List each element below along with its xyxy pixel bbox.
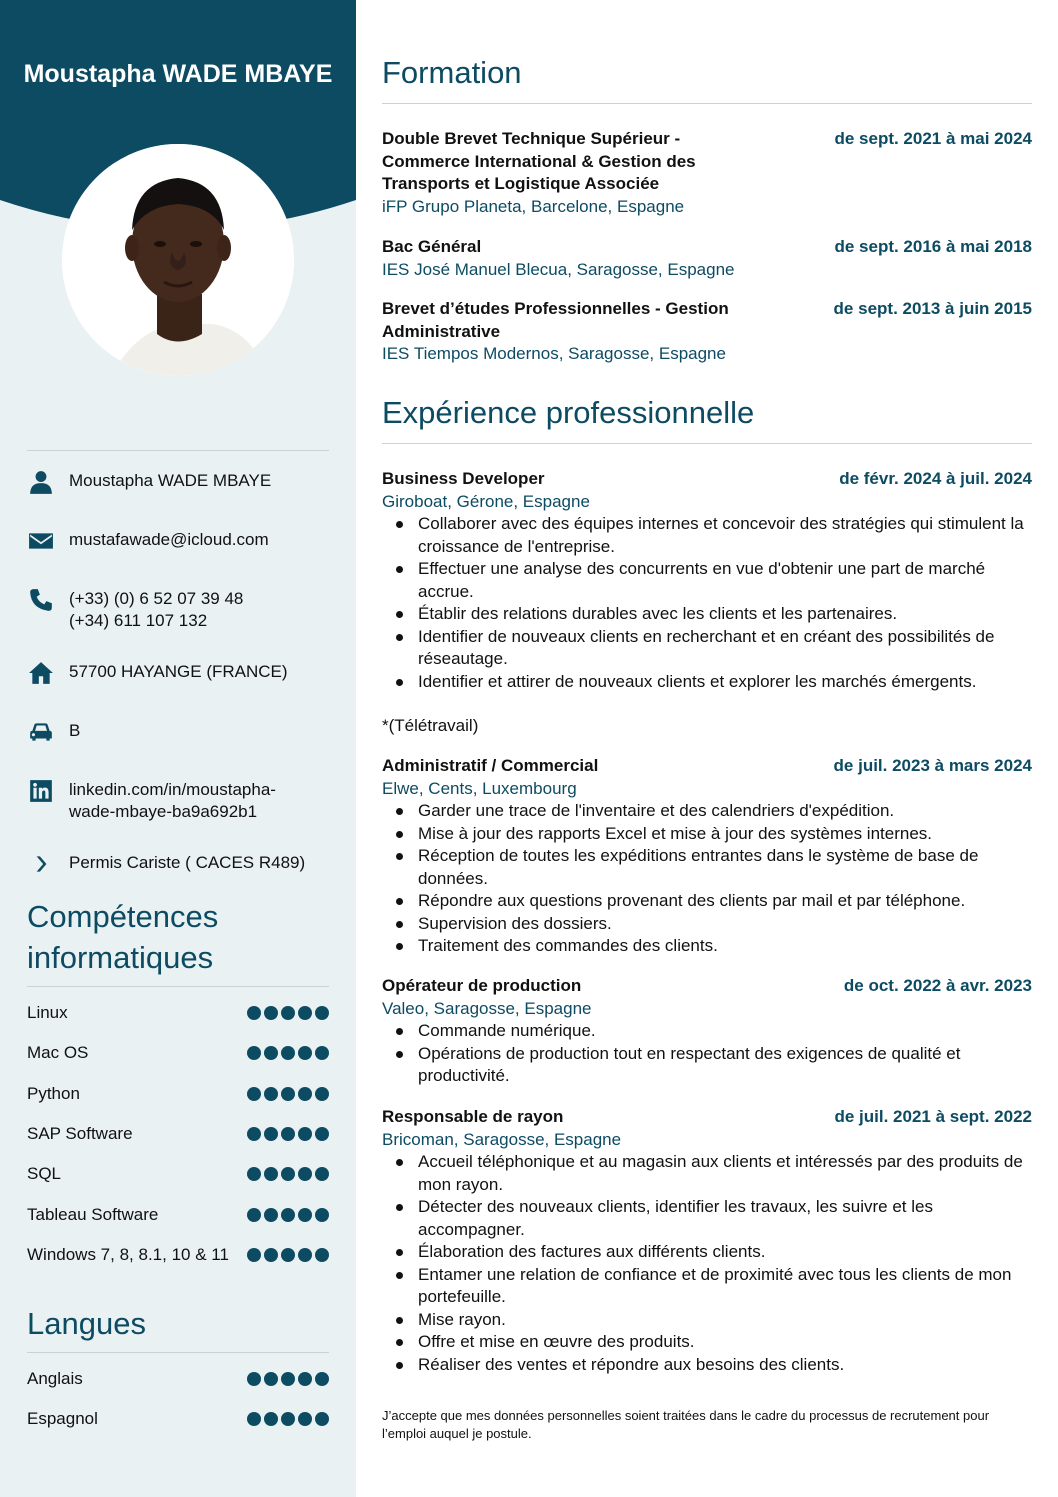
linkedin-icon [27,777,55,805]
skill-rating [247,1167,329,1181]
job-date: de juil. 2021 à sept. 2022 [834,1107,1032,1126]
skills-title [27,896,329,987]
rating-dot [281,1372,295,1386]
job-task: Réception de toutes les expéditions entrantes dans le système de base de données. [382,845,1032,890]
job-tasks [382,1020,1032,1088]
rating-dot [298,1046,312,1060]
skill-name: Python [27,1083,80,1103]
contact-linkedin-row [27,777,329,823]
skill-item [27,1114,329,1154]
rating-dot [298,1087,312,1101]
user-icon [27,468,55,496]
rating-dot [315,1248,329,1262]
rating-dot [315,1208,329,1222]
experience-title: Expérience professionnelle [382,393,1032,444]
rating-dot [315,1167,329,1181]
skill-rating [247,1208,329,1222]
candidate-name: Moustapha WADE MBAYE [23,60,333,88]
car-icon [27,718,55,746]
job-task: Répondre aux questions provenant des clients par mail et par téléphone. [382,890,1032,913]
languages-list [27,1359,329,1440]
language-name: Anglais [27,1369,83,1389]
rating-dot [281,1087,295,1101]
skills-list [27,993,329,1275]
home-icon [27,659,55,687]
rating-dot [247,1372,261,1386]
sidebar [0,0,356,1497]
job-title: Administratif / Commercial [382,756,599,775]
contact-address-row [27,659,329,687]
contact-email-row [27,527,329,555]
job-task: Détecter des nouveaux clients, identifier les travaux, les suivre et les accompagner. [382,1196,1032,1241]
skill-rating [247,1127,329,1141]
language-rating [247,1412,329,1426]
skill-item [27,1033,329,1073]
envelope-icon [27,527,55,555]
skill-rating [247,1248,329,1262]
chevron-right-icon [27,850,55,878]
skill-item [27,1074,329,1114]
job-date: de juil. 2023 à mars 2024 [833,756,1032,775]
job-task: Établir des relations durables avec les clients et les partenaires. [382,603,1032,626]
education-degree: Bac Général [382,237,482,256]
job-task: Collaborer avec des équipes internes et concevoir des stratégies qui stimulent la croissance de l'entreprise. [382,513,1032,558]
skill-rating [247,1006,329,1020]
rating-dot [315,1006,329,1020]
rating-dot [281,1046,295,1060]
job-note: *(Télétravail) [382,716,479,735]
job-task: Supervision des dossiers. [382,913,1032,936]
education-title: Formation [382,53,1032,104]
rating-dot [298,1006,312,1020]
skills-title-line1: Compétences [27,899,219,934]
rating-dot [298,1248,312,1262]
education-entry [382,128,1032,218]
language-item [27,1399,329,1439]
skill-name: SAP Software [27,1124,133,1144]
rating-dot [315,1046,329,1060]
rating-dot [264,1087,278,1101]
job-task: Élaboration des factures aux différents clients. [382,1241,1032,1264]
rating-dot [264,1412,278,1426]
education-entry [382,298,1032,366]
rating-dot [315,1087,329,1101]
job-company: Bricoman, Saragosse, Espagne [382,1129,622,1149]
rating-dot [264,1167,278,1181]
job-title: Business Developer [382,469,545,488]
contact-license-row [27,718,329,746]
experience-entry [382,1106,1032,1376]
job-task: Garder une trace de l'inventaire et des calendriers d'expédition. [382,800,1032,823]
education-school: IES Tiempos Modernos, Saragosse, Espagne [382,344,726,363]
contact-name-row [27,468,329,496]
rating-dot [298,1372,312,1386]
rating-dot [298,1127,312,1141]
skill-name: SQL [27,1164,62,1184]
job-task: Offre et mise en œuvre des produits. [382,1331,1032,1354]
job-company: Valeo, Saragosse, Espagne [382,998,592,1018]
rating-dot [281,1167,295,1181]
skill-name: Windows 7, 8, 8.1, 10 & 11 [27,1244,229,1264]
education-school: iFP Grupo Planeta, Barcelone, Espagne [382,196,685,216]
job-task: Mise rayon. [382,1309,1032,1332]
rating-dot [247,1167,261,1181]
rating-dot [315,1372,329,1386]
job-title: Responsable de rayon [382,1107,564,1126]
rating-dot [247,1087,261,1101]
skill-name: Mac OS [27,1043,89,1063]
rating-dot [247,1208,261,1222]
rating-dot [281,1208,295,1222]
education-date: de sept. 2013 à juin 2015 [833,299,1032,318]
education-date: de sept. 2016 à mai 2018 [834,237,1032,256]
skill-name: Tableau Software [27,1204,159,1224]
rating-dot [264,1372,278,1386]
job-task: Traitement des commandes des clients. [382,935,1032,958]
rating-dot [315,1412,329,1426]
contact-phone-row [27,586,329,632]
skill-item [27,1154,329,1194]
education-entry [382,236,1032,281]
rating-dot [264,1208,278,1222]
rating-dot [281,1248,295,1262]
job-title: Opérateur de production [382,976,582,995]
job-tasks [382,513,1032,693]
education-degree: Double Brevet Technique Supérieur - Commerce International & Gestion des Transports et Logistique Associée [382,129,696,193]
rating-dot [247,1046,261,1060]
skill-rating [247,1087,329,1101]
contact-linkedin-line2[interactable]: wade-mbaye-ba9a692b1 [69,802,258,821]
job-task: Entamer une relation de confiance et de proximité avec tous les clients de mon portefeuille. [382,1264,1032,1309]
contact-phone-es[interactable]: (+34) 611 107 132 [69,611,208,630]
contact-email[interactable]: mustafawade@icloud.com [69,530,269,549]
skill-item [27,1235,329,1275]
rating-dot [298,1167,312,1181]
consent-statement: J’accepte que mes données personnelles soient traitées dans le cadre du processus de recrutement pour l’emploi auquel je postule. [382,1408,990,1441]
education-date: de sept. 2021 à mai 2024 [834,129,1032,148]
rating-dot [247,1248,261,1262]
languages-title: Langues [27,1303,329,1353]
rating-dot [247,1412,261,1426]
job-task: Mise à jour des rapports Excel et mise à jour des systèmes internes. [382,823,1032,846]
rating-dot [298,1412,312,1426]
contact-list [27,450,329,878]
job-date: de oct. 2022 à avr. 2023 [843,976,1032,995]
contact-linkedin-line1[interactable]: linkedin.com/in/moustapha- [69,780,276,799]
education-school: IES José Manuel Blecua, Saragosse, Espagne [382,259,735,279]
contact-forklift-row [27,850,329,878]
skills-title-line2: informatiques [27,940,214,975]
rating-dot [247,1006,261,1020]
language-item [27,1359,329,1399]
job-task: Réaliser des ventes et répondre aux besoins des clients. [382,1354,1032,1377]
rating-dot [315,1127,329,1141]
skill-rating [247,1046,329,1060]
job-task: Identifier et attirer de nouveaux clients et explorer les marchés émergents. [382,671,1032,694]
rating-dot [281,1412,295,1426]
skill-item [27,1194,329,1234]
job-tasks [382,1151,1032,1376]
language-name: Espagnol [27,1409,98,1429]
rating-dot [298,1208,312,1222]
job-tasks [382,800,1032,958]
phone-icon [27,586,55,614]
rating-dot [264,1127,278,1141]
job-task: Identifier de nouveaux clients en recherchant et en créant des possibilités de réseautage. [382,626,1032,671]
job-company: Elwe, Cents, Luxembourg [382,778,577,798]
rating-dot [264,1248,278,1262]
skill-item [27,993,329,1033]
contact-name: Moustapha WADE MBAYE [69,471,272,490]
job-task: Opérations de production tout en respectant des exigences de qualité et productivité. [382,1043,1032,1088]
contact-phone-fr[interactable]: (+33) (0) 6 52 07 39 48 [69,589,244,608]
job-date: de févr. 2024 à juil. 2024 [839,469,1032,488]
contact-driving-license: B [69,721,81,740]
experience-entry [382,755,1032,958]
job-task: Commande numérique. [382,1020,1032,1043]
language-rating [247,1372,329,1386]
job-task: Accueil téléphonique et au magasin aux clients et intéressés par des produits de mon rayon. [382,1151,1032,1196]
rating-dot [281,1127,295,1141]
rating-dot [247,1127,261,1141]
experience-entry [382,975,1032,1088]
rating-dot [281,1006,295,1020]
rating-dot [264,1046,278,1060]
contact-address: 57700 HAYANGE (FRANCE) [69,662,288,681]
job-task: Effectuer une analyse des concurrents en vue d'obtenir une part de marché accrue. [382,558,1032,603]
contact-forklift-license: Permis Cariste ( CACES R489) [69,853,306,872]
skill-name: Linux [27,1003,68,1023]
rating-dot [264,1006,278,1020]
profile-photo [62,144,294,376]
education-degree: Brevet d’études Professionnelles - Gestion Administrative [382,299,729,341]
experience-entry [382,468,1032,738]
job-company: Giroboat, Gérone, Espagne [382,491,590,511]
